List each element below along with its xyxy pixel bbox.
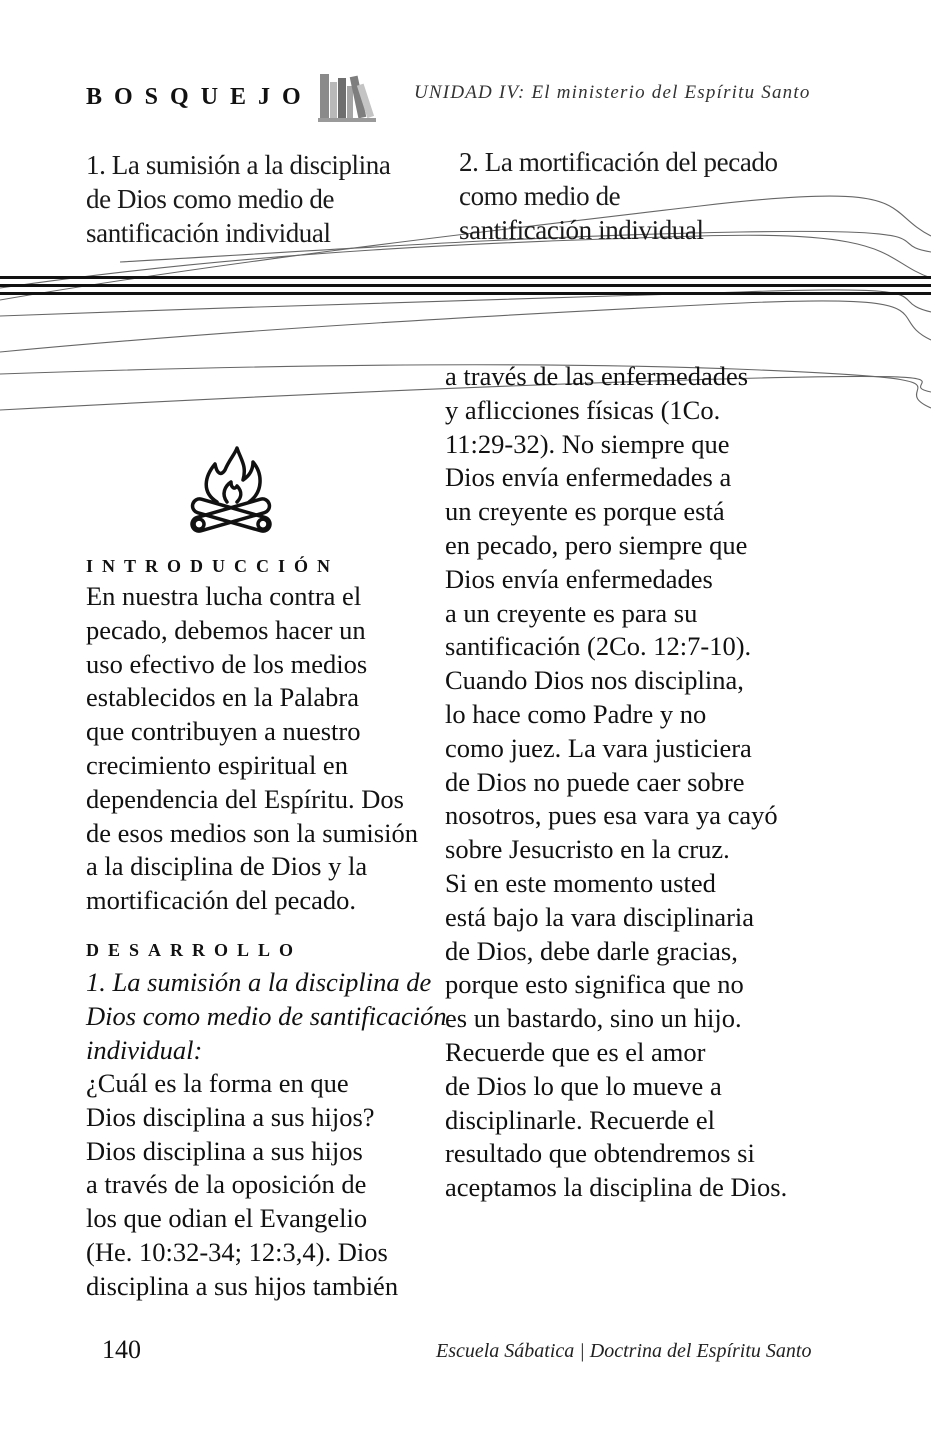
- text-line: a través de la oposición de: [86, 1169, 367, 1200]
- text-line: Cuando Dios nos disciplina,: [445, 665, 744, 696]
- page-number: 140: [102, 1335, 141, 1364]
- text-line: de Dios no puede caer sobre: [445, 766, 745, 797]
- text-line: establecidos en la Palabra: [86, 682, 359, 713]
- heading-line: Dios como medio de santificación: [86, 1000, 447, 1031]
- text-line: lo hace como Padre y no: [445, 698, 707, 729]
- text-line: (He. 10:32-34; 12:3,4). Dios: [86, 1236, 388, 1267]
- development-heading: [86, 966, 447, 1067]
- footer-title: Escuela Sábatica | Doctrina del Espíritu Santo: [436, 1340, 812, 1362]
- header-divider: [0, 276, 931, 296]
- outline-line: santificación individual: [459, 215, 704, 245]
- intro-paragraph: [86, 580, 436, 918]
- heading-line: 1. La sumisión a la disciplina de: [86, 967, 432, 997]
- text-line: En nuestra lucha contra el: [86, 581, 362, 611]
- text-line: disciplinarle. Recuerde el: [445, 1104, 716, 1135]
- text-line: disciplina a sus hijos también: [86, 1270, 399, 1301]
- text-line: Si en este momento usted: [445, 867, 716, 898]
- section-brand-title: BOSQUEJO: [86, 84, 313, 110]
- text-line: a la disciplina de Dios y la: [86, 851, 368, 882]
- campfire-icon: [183, 446, 279, 538]
- text-line: de esos medios son la sumisión: [86, 817, 418, 848]
- text-line: es un bastardo, sino un hijo.: [445, 1003, 742, 1034]
- outline-line: 1. La sumisión a la disciplina: [86, 150, 391, 180]
- text-line: pecado, debemos hacer un: [86, 614, 366, 645]
- development-paragraph: [86, 1067, 436, 1304]
- unit-title: UNIDAD IV: El ministerio del Espíritu Santo: [414, 82, 811, 103]
- outline-line: de Dios como medio de: [86, 184, 335, 214]
- text-line: Recuerde que es el amor: [445, 1036, 706, 1067]
- outline-line: como medio de: [459, 181, 621, 211]
- text-line: resultado que obtendremos si: [445, 1138, 755, 1169]
- text-line: santificación (2Co. 12:7-10).: [445, 631, 752, 662]
- text-line: de Dios, debe darle gracias,: [445, 935, 738, 966]
- text-line: Dios envía enfermedades a: [445, 462, 732, 493]
- text-line: nosotros, pues esa vara ya cayó: [445, 800, 778, 831]
- text-line: a un creyente es para su: [445, 597, 698, 628]
- text-line: aceptamos la disciplina de Dios.: [445, 1172, 788, 1203]
- text-line: dependencia del Espíritu. Dos: [86, 783, 404, 814]
- text-line: crecimiento espiritual en: [86, 749, 348, 780]
- text-line: Dios disciplina a sus hijos: [86, 1135, 363, 1166]
- text-line: en pecado, pero siempre que: [445, 529, 748, 560]
- text-line: 11:29-32). No siempre que: [445, 428, 730, 459]
- text-line: de Dios lo que lo mueve a: [445, 1070, 722, 1101]
- text-line: y aflicciones físicas (1Co.: [445, 394, 721, 425]
- outline-line: santificación individual: [86, 218, 331, 248]
- text-line: como juez. La vara justiciera: [445, 732, 752, 763]
- text-line: los que odian el Evangelio: [86, 1203, 368, 1234]
- text-line: sobre Jesucristo en la cruz.: [445, 834, 730, 865]
- text-line: porque esto significa que no: [445, 969, 744, 1000]
- outline-point-1: [86, 148, 416, 250]
- text-line: Dios envía enfermedades: [445, 563, 713, 594]
- text-line: Dios disciplina a sus hijos?: [86, 1101, 375, 1132]
- heading-line: individual:: [86, 1034, 203, 1065]
- text-line: mortificación del pecado.: [86, 885, 357, 916]
- books-icon: [318, 70, 376, 126]
- text-line: uso efectivo de los medios: [86, 648, 368, 679]
- intro-label: INTRODUCCIÓN: [86, 556, 340, 576]
- development-label: DESARROLLO: [86, 940, 303, 960]
- right-column-paragraph: [445, 360, 805, 1205]
- text-line: está bajo la vara disciplinaria: [445, 901, 755, 932]
- outline-point-2: [459, 145, 799, 247]
- text-line: un creyente es porque está: [445, 496, 725, 527]
- text-line: a través de las enfermedades: [445, 361, 749, 391]
- text-line: ¿Cuál es la forma en que: [86, 1068, 349, 1098]
- text-line: que contribuyen a nuestro: [86, 716, 361, 747]
- outline-line: 2. La mortificación del pecado: [459, 147, 778, 177]
